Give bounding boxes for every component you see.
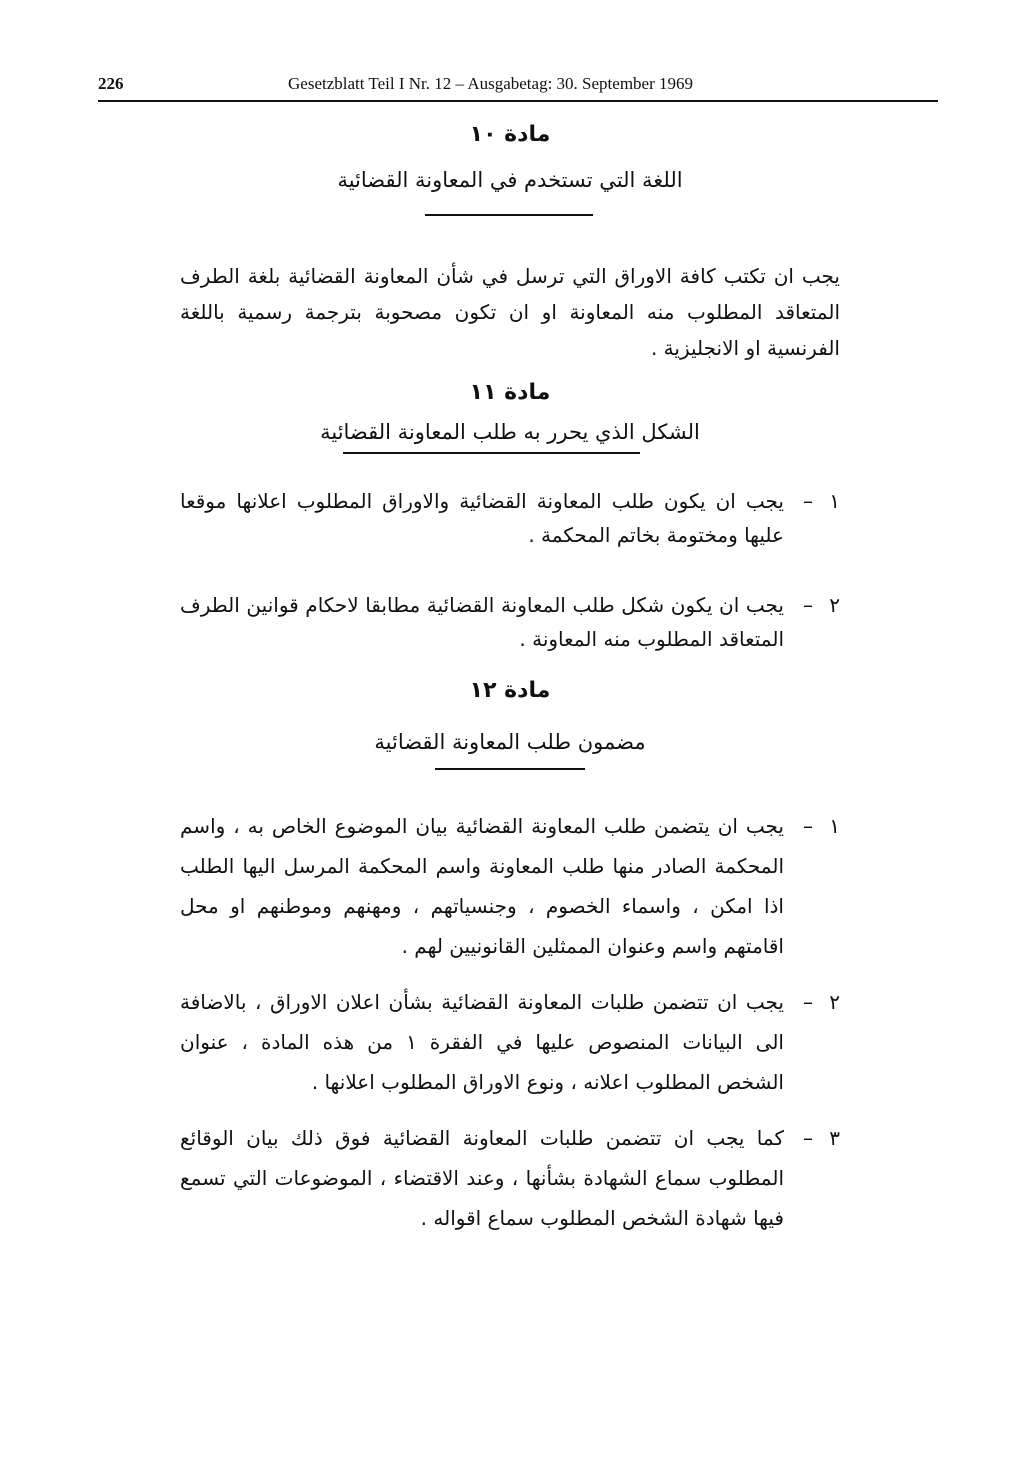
article-11-subheading: الشكل الذي يحرر به طلب المعاونة القضائية [320, 420, 700, 444]
item-number: ٣ [829, 1126, 840, 1150]
item-text: كما يجب ان تتضمن طلبات المعاونة القضائية فوق ذلك بيان الوقائع المطلوب سماع الشهادة بشأنها ، وعند الاقتضاء ، الموضوعات التي تسمع فيها شهادة الشخص المطلوب سماع اقواله . [180, 1126, 784, 1230]
item-text: يجب ان يتضمن طلب المعاونة القضائية بيان الموضوع الخاص به ، واسم المحكمة الصادر منها طلب المعاونة واسم المحكمة المرسل اليها الطلب اذا امكن ، واسماء الخصوم ، وجنسياتهم ، ومهنهم وموطنهم او محل اقامتهم واسم وعنوان الممثلين القانونيين لهم . [180, 814, 784, 958]
item-dash: – [803, 814, 813, 838]
item-number: ٢ [829, 990, 840, 1014]
gazette-title: Gesetzblatt Teil I Nr. 12 – Ausgabetag: 30. September 1969 [288, 74, 693, 93]
item-dash: – [803, 489, 813, 513]
item-text: يجب ان يكون طلب المعاونة القضائية والاوراق المطلوب اعلانها موقعا عليها ومختومة بخاتم المحكمة . [180, 489, 784, 547]
item-text: يجب ان يكون شكل طلب المعاونة القضائية مطابقا لاحكام قوانين الطرف المتعاقد المطلوب منه المعاونة . [180, 593, 784, 651]
item-number: ١ [829, 489, 840, 513]
article-11-heading: مادة ١١ [469, 380, 551, 405]
article-10-paragraph: يجب ان تكتب كافة الاوراق التي ترسل في شأن المعاونة القضائية بلغة الطرف المتعاقد المطلوب منه المعاونة او ان تكون مصحوبة بترجمة رسمية باللغة الفرنسية او الانجليزية . [180, 264, 840, 360]
article-12-subheading: مضمون طلب المعاونة القضائية [374, 730, 646, 754]
article-10-subheading: اللغة التي تستخدم في المعاونة القضائية [337, 168, 683, 192]
header-rule [98, 100, 938, 102]
article-12-item-3 [180, 1118, 840, 1238]
article-12-divider [435, 768, 585, 770]
item-dash: – [803, 1126, 813, 1150]
item-text: يجب ان تتضمن طلبات المعاونة القضائية بشأن اعلان الاوراق ، بالاضافة الى البيانات المنصوص عليها في الفقرة ١ من هذه المادة ، عنوان الشخص المطلوب اعلانه ، ونوع الاوراق المطلوب اعلانها . [180, 990, 784, 1094]
article-10-divider [425, 214, 593, 216]
item-dash: – [803, 990, 813, 1014]
article-11-item-1 [180, 484, 840, 552]
page-number: 226 [98, 74, 124, 93]
article-12-item-1 [180, 806, 840, 966]
article-11-item-2 [180, 588, 840, 656]
article-11-divider [343, 452, 640, 454]
item-number: ١ [829, 814, 840, 838]
item-dash: – [803, 593, 813, 617]
article-12-item-2 [180, 982, 840, 1102]
item-number: ٢ [829, 593, 840, 617]
article-10-heading: مادة ١٠ [469, 122, 551, 147]
article-12-heading: مادة ١٢ [469, 678, 551, 703]
page-header [98, 72, 938, 100]
